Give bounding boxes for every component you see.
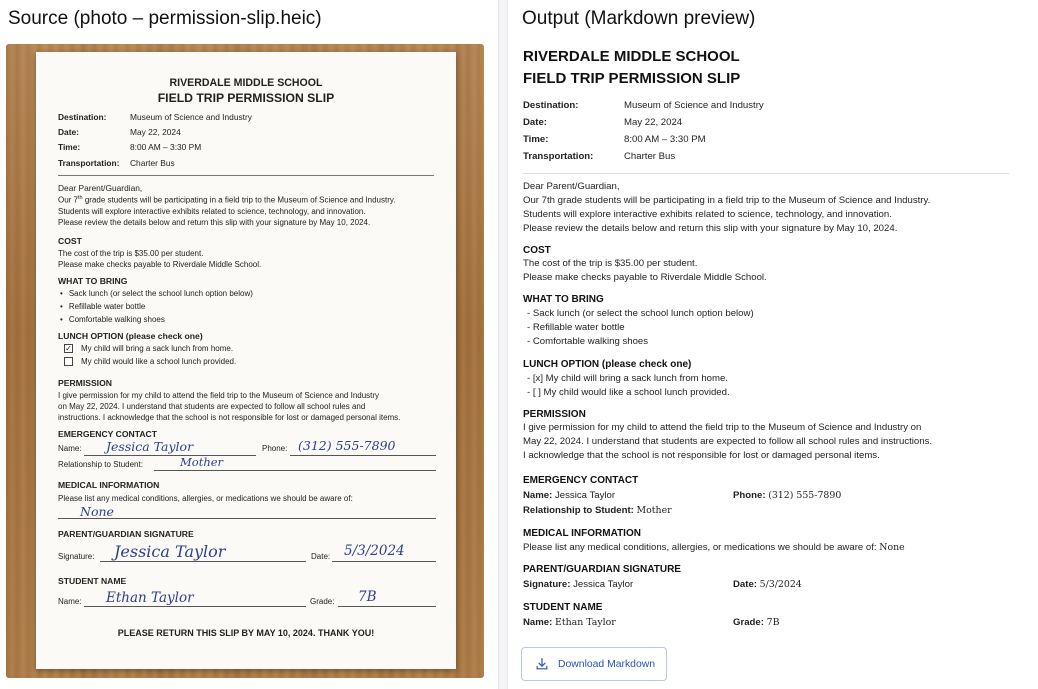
slip-bring-item: • Sack lunch (or select the school lunch option below) (60, 289, 253, 300)
md-intro-line: Our 7th grade students will be participating in a field trip to the Museum of Science and Industry. (523, 195, 931, 206)
slip-cost-heading: COST (58, 236, 82, 246)
slip-medical-line (58, 518, 436, 519)
md-medical-line: Please list any medical conditions, allergies, or medications we should be aware of: None (523, 542, 905, 553)
slip-phone-line (290, 455, 436, 456)
slip-emergency-name-handwritten: Jessica Taylor (106, 439, 194, 454)
output-panel-title: Output (Markdown preview) (522, 8, 756, 29)
slip-date-line (332, 561, 436, 562)
slip-intro-line-2: Students will explore interactive exhibits related to science, technology, and innovation. (58, 207, 366, 216)
md-emergency-phone: Phone: (312) 555-7890 (733, 490, 842, 501)
download-button-label: Download Markdown (558, 658, 656, 670)
slip-grade-line (338, 606, 436, 607)
md-detail-label: Time: (523, 134, 549, 145)
slip-medical-heading: MEDICAL INFORMATION (58, 480, 160, 490)
slip-student-name-handwritten: Ethan Taylor (106, 590, 194, 606)
md-horizontal-rule (523, 173, 1009, 174)
md-signature-date: Date: 5/3/2024 (733, 579, 802, 590)
slip-detail-label: Time: (58, 142, 81, 152)
slip-greeting: Dear Parent/Guardian, (58, 183, 143, 193)
md-detail-label: Transportation: (523, 151, 594, 162)
slip-permission-line: on May 22, 2024. I understand that students are expected to follow all school rules and (58, 402, 366, 411)
md-cost-line: The cost of the trip is $35.00 per student. (523, 258, 698, 269)
slip-intro-line-3: Please review the details below and return this slip with your signature by May 10, 2024. (58, 218, 371, 227)
md-heading-school: RIVERDALE MIDDLE SCHOOL (523, 48, 740, 65)
slip-student-heading: STUDENT NAME (58, 576, 127, 586)
md-lunch-item: - [ ] My child would like a school lunch provided. (527, 387, 730, 398)
slip-emergency-heading: EMERGENCY CONTACT (58, 429, 157, 439)
check-mark-icon: ✓ (65, 344, 72, 353)
slip-medical-prompt: Please list any medical conditions, allergies, or medications we should be aware of: (58, 494, 353, 503)
slip-cost-line-2: Please make checks payable to Riverdale Middle School. (58, 260, 262, 269)
md-lunch-heading: LUNCH OPTION (please check one) (523, 359, 692, 370)
slip-bring-item: • Refillable water bottle (60, 302, 145, 313)
md-detail-label: Destination: (523, 100, 579, 111)
slip-detail-label: Destination: (58, 112, 107, 122)
md-bring-heading: WHAT TO BRING (523, 294, 604, 305)
slip-detail-value: Charter Bus (130, 158, 175, 168)
md-detail-label: Date: (523, 117, 547, 128)
slip-signature-label: Signature: (58, 552, 95, 561)
slip-permission-heading: PERMISSION (58, 378, 112, 388)
panel-divider[interactable] (498, 0, 508, 689)
md-emergency-name: Name: Jessica Taylor (523, 490, 616, 501)
md-detail-value: Museum of Science and Industry (624, 100, 764, 111)
md-heading-title: FIELD TRIP PERMISSION SLIP (523, 70, 741, 87)
slip-permission-line: I give permission for my child to attend the field trip to the Museum of Science and Industry (58, 391, 380, 400)
slip-bring-item: • Comfortable walking shoes (60, 315, 165, 326)
slip-detail-label: Transportation: (58, 158, 120, 168)
slip-lunch-option: My child would like a school lunch provided. (81, 357, 237, 366)
slip-detail-value: 8:00 AM – 3:30 PM (130, 142, 202, 152)
download-markdown-button[interactable] (521, 647, 667, 681)
slip-divider (58, 175, 434, 176)
slip-date-label: Date: (311, 552, 331, 561)
md-bring-item: - Refillable water bottle (527, 322, 625, 333)
slip-phone-label: Phone: (262, 444, 288, 453)
slip-cost-line-1: The cost of the trip is $35.00 per student. (58, 249, 204, 258)
source-photo (6, 44, 484, 678)
md-detail-value: 8:00 AM – 3:30 PM (624, 134, 706, 145)
md-detail-value: Charter Bus (624, 151, 676, 162)
md-medical-heading: MEDICAL INFORMATION (523, 528, 641, 539)
slip-date-handwritten: 5/3/2024 (344, 543, 405, 559)
md-signature-heading: PARENT/GUARDIAN SIGNATURE (523, 564, 681, 575)
md-permission-line: May 22, 2024. I understand that students are expected to follow all school rules and instructions. (523, 436, 933, 447)
md-relationship: Relationship to Student: Mother (523, 505, 672, 516)
slip-school-name: RIVERDALE MIDDLE SCHOOL (169, 77, 323, 89)
slip-lunch-checkbox-checked (64, 344, 73, 353)
slip-detail-value: Museum of Science and Industry (130, 112, 252, 122)
md-cost-heading: COST (523, 245, 551, 256)
slip-signature-heading: PARENT/GUARDIAN SIGNATURE (58, 529, 194, 539)
md-cost-line: Please make checks payable to Riverdale Middle School. (523, 272, 767, 283)
slip-bring-heading: WHAT TO BRING (58, 276, 128, 286)
slip-grade-handwritten: 7B (358, 589, 377, 605)
md-signature: Signature: Jessica Taylor (523, 579, 634, 590)
slip-medical-handwritten: None (80, 504, 114, 519)
slip-permission-line: instructions. I acknowledge that the school is not responsible for lost or damaged personal items. (58, 413, 401, 422)
md-bring-item: - Sack lunch (or select the school lunch option below) (527, 308, 754, 319)
slip-student-name-label: Name: (58, 597, 82, 606)
permission-slip-paper (36, 52, 456, 669)
md-student-name: Name: Ethan Taylor (523, 617, 616, 628)
md-intro-line: Students will explore interactive exhibits related to science, technology, and innovation. (523, 209, 892, 220)
source-panel-title: Source (photo – permission-slip.heic) (8, 8, 322, 29)
md-greeting: Dear Parent/Guardian, (523, 181, 620, 192)
slip-form-title: FIELD TRIP PERMISSION SLIP (157, 91, 335, 105)
slip-name-label: Name: (58, 444, 82, 453)
md-emergency-heading: EMERGENCY CONTACT (523, 475, 639, 486)
md-permission-line: I give permission for my child to attend the field trip to the Museum of Science and Industry on (523, 422, 922, 433)
slip-detail-value: May 22, 2024 (130, 127, 181, 137)
slip-signature-handwritten: Jessica Taylor (114, 542, 226, 561)
slip-lunch-heading: LUNCH OPTION (please check one) (58, 331, 203, 341)
slip-lunch-checkbox-empty (64, 357, 73, 366)
slip-relationship-label: Relationship to Student: (58, 460, 143, 469)
md-lunch-item: - [x] My child will bring a sack lunch from home. (527, 373, 729, 384)
slip-grade-label: Grade: (310, 597, 335, 606)
slip-lunch-option: My child will bring a sack lunch from home. (81, 344, 234, 353)
download-icon (535, 657, 549, 671)
md-detail-value: May 22, 2024 (624, 117, 683, 128)
slip-intro-line-1: Our 7th grade students will be participating in a field trip to the Museum of Science and Industry. (58, 195, 396, 205)
md-student-heading: STUDENT NAME (523, 602, 603, 613)
slip-detail-label: Date: (58, 127, 79, 137)
md-student-grade: Grade: 7B (733, 617, 780, 628)
md-intro-line: Please review the details below and return this slip with your signature by May 10, 2024. (523, 223, 898, 234)
slip-relationship-handwritten: Mother (180, 455, 224, 469)
md-permission-heading: PERMISSION (523, 409, 586, 420)
slip-emergency-phone-handwritten: (312) 555-7890 (298, 438, 396, 453)
md-bring-item: - Comfortable walking shoes (527, 336, 649, 347)
md-permission-line: I acknowledge that the school is not responsible for lost or damaged personal items. (523, 450, 880, 461)
slip-footer: PLEASE RETURN THIS SLIP BY MAY 10, 2024. THANK YOU! (117, 628, 375, 638)
